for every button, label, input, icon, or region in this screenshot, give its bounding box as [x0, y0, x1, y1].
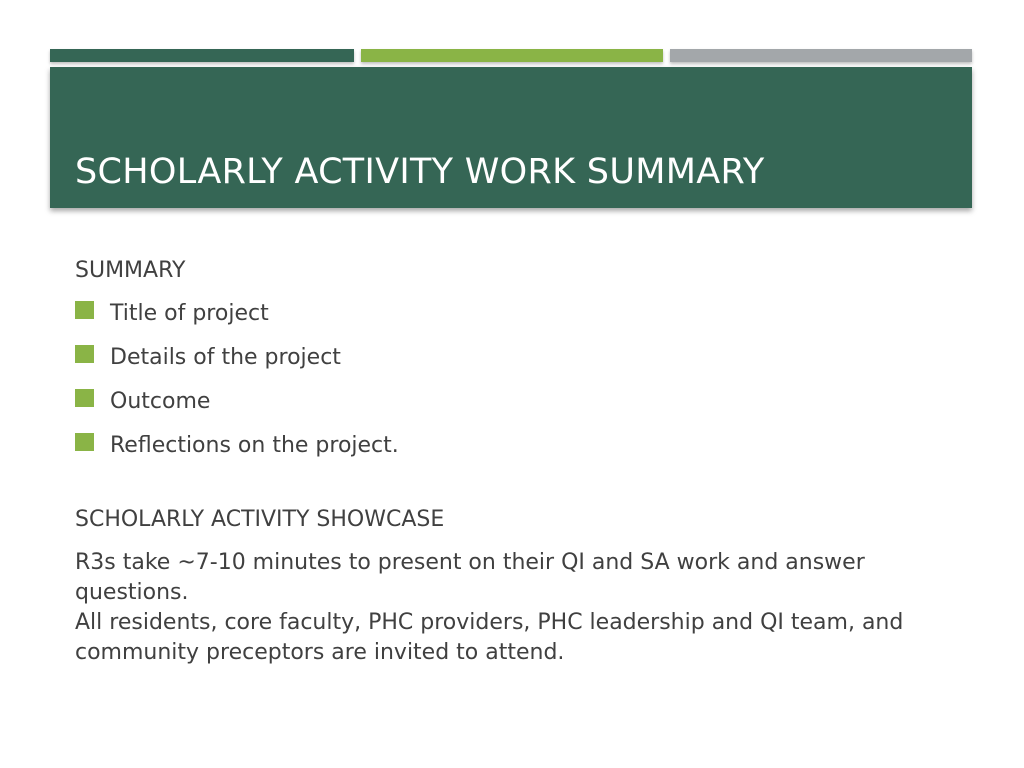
summary-list: [75, 299, 945, 461]
summary-heading: SUMMARY: [75, 258, 186, 283]
accent-bar-gray: [670, 49, 972, 62]
list-item-text: Details of the project: [110, 345, 341, 370]
list-item-text: Title of project: [110, 301, 269, 326]
bullet-square-icon: [75, 345, 94, 363]
list-item: [75, 387, 945, 417]
showcase-paragraph-attendees: All residents, core faculty, PHC providers, PHC leadership and QI team, and community preceptors are invited to attend.: [75, 610, 904, 665]
bullet-square-icon: [75, 301, 94, 319]
title-band: [50, 67, 972, 208]
list-item: [75, 431, 945, 461]
slide-title: SCHOLARLY ACTIVITY WORK SUMMARY: [75, 152, 765, 192]
accent-bar-light-green: [361, 49, 663, 62]
bullet-square-icon: [75, 433, 94, 451]
bullet-square-icon: [75, 389, 94, 407]
list-item: [75, 343, 945, 373]
accent-bar-dark-green: [50, 49, 354, 62]
slide-content: [75, 256, 945, 668]
list-item: [75, 299, 945, 329]
list-item-text: Outcome: [110, 389, 211, 414]
showcase-description: [75, 548, 945, 668]
showcase-paragraph-presentation: R3s take ~7-10 minutes to present on their QI and SA work and answer questions.: [75, 550, 865, 605]
list-item-text: Reflections on the project.: [110, 433, 399, 458]
showcase-heading: SCHOLARLY ACTIVITY SHOWCASE: [75, 507, 445, 532]
